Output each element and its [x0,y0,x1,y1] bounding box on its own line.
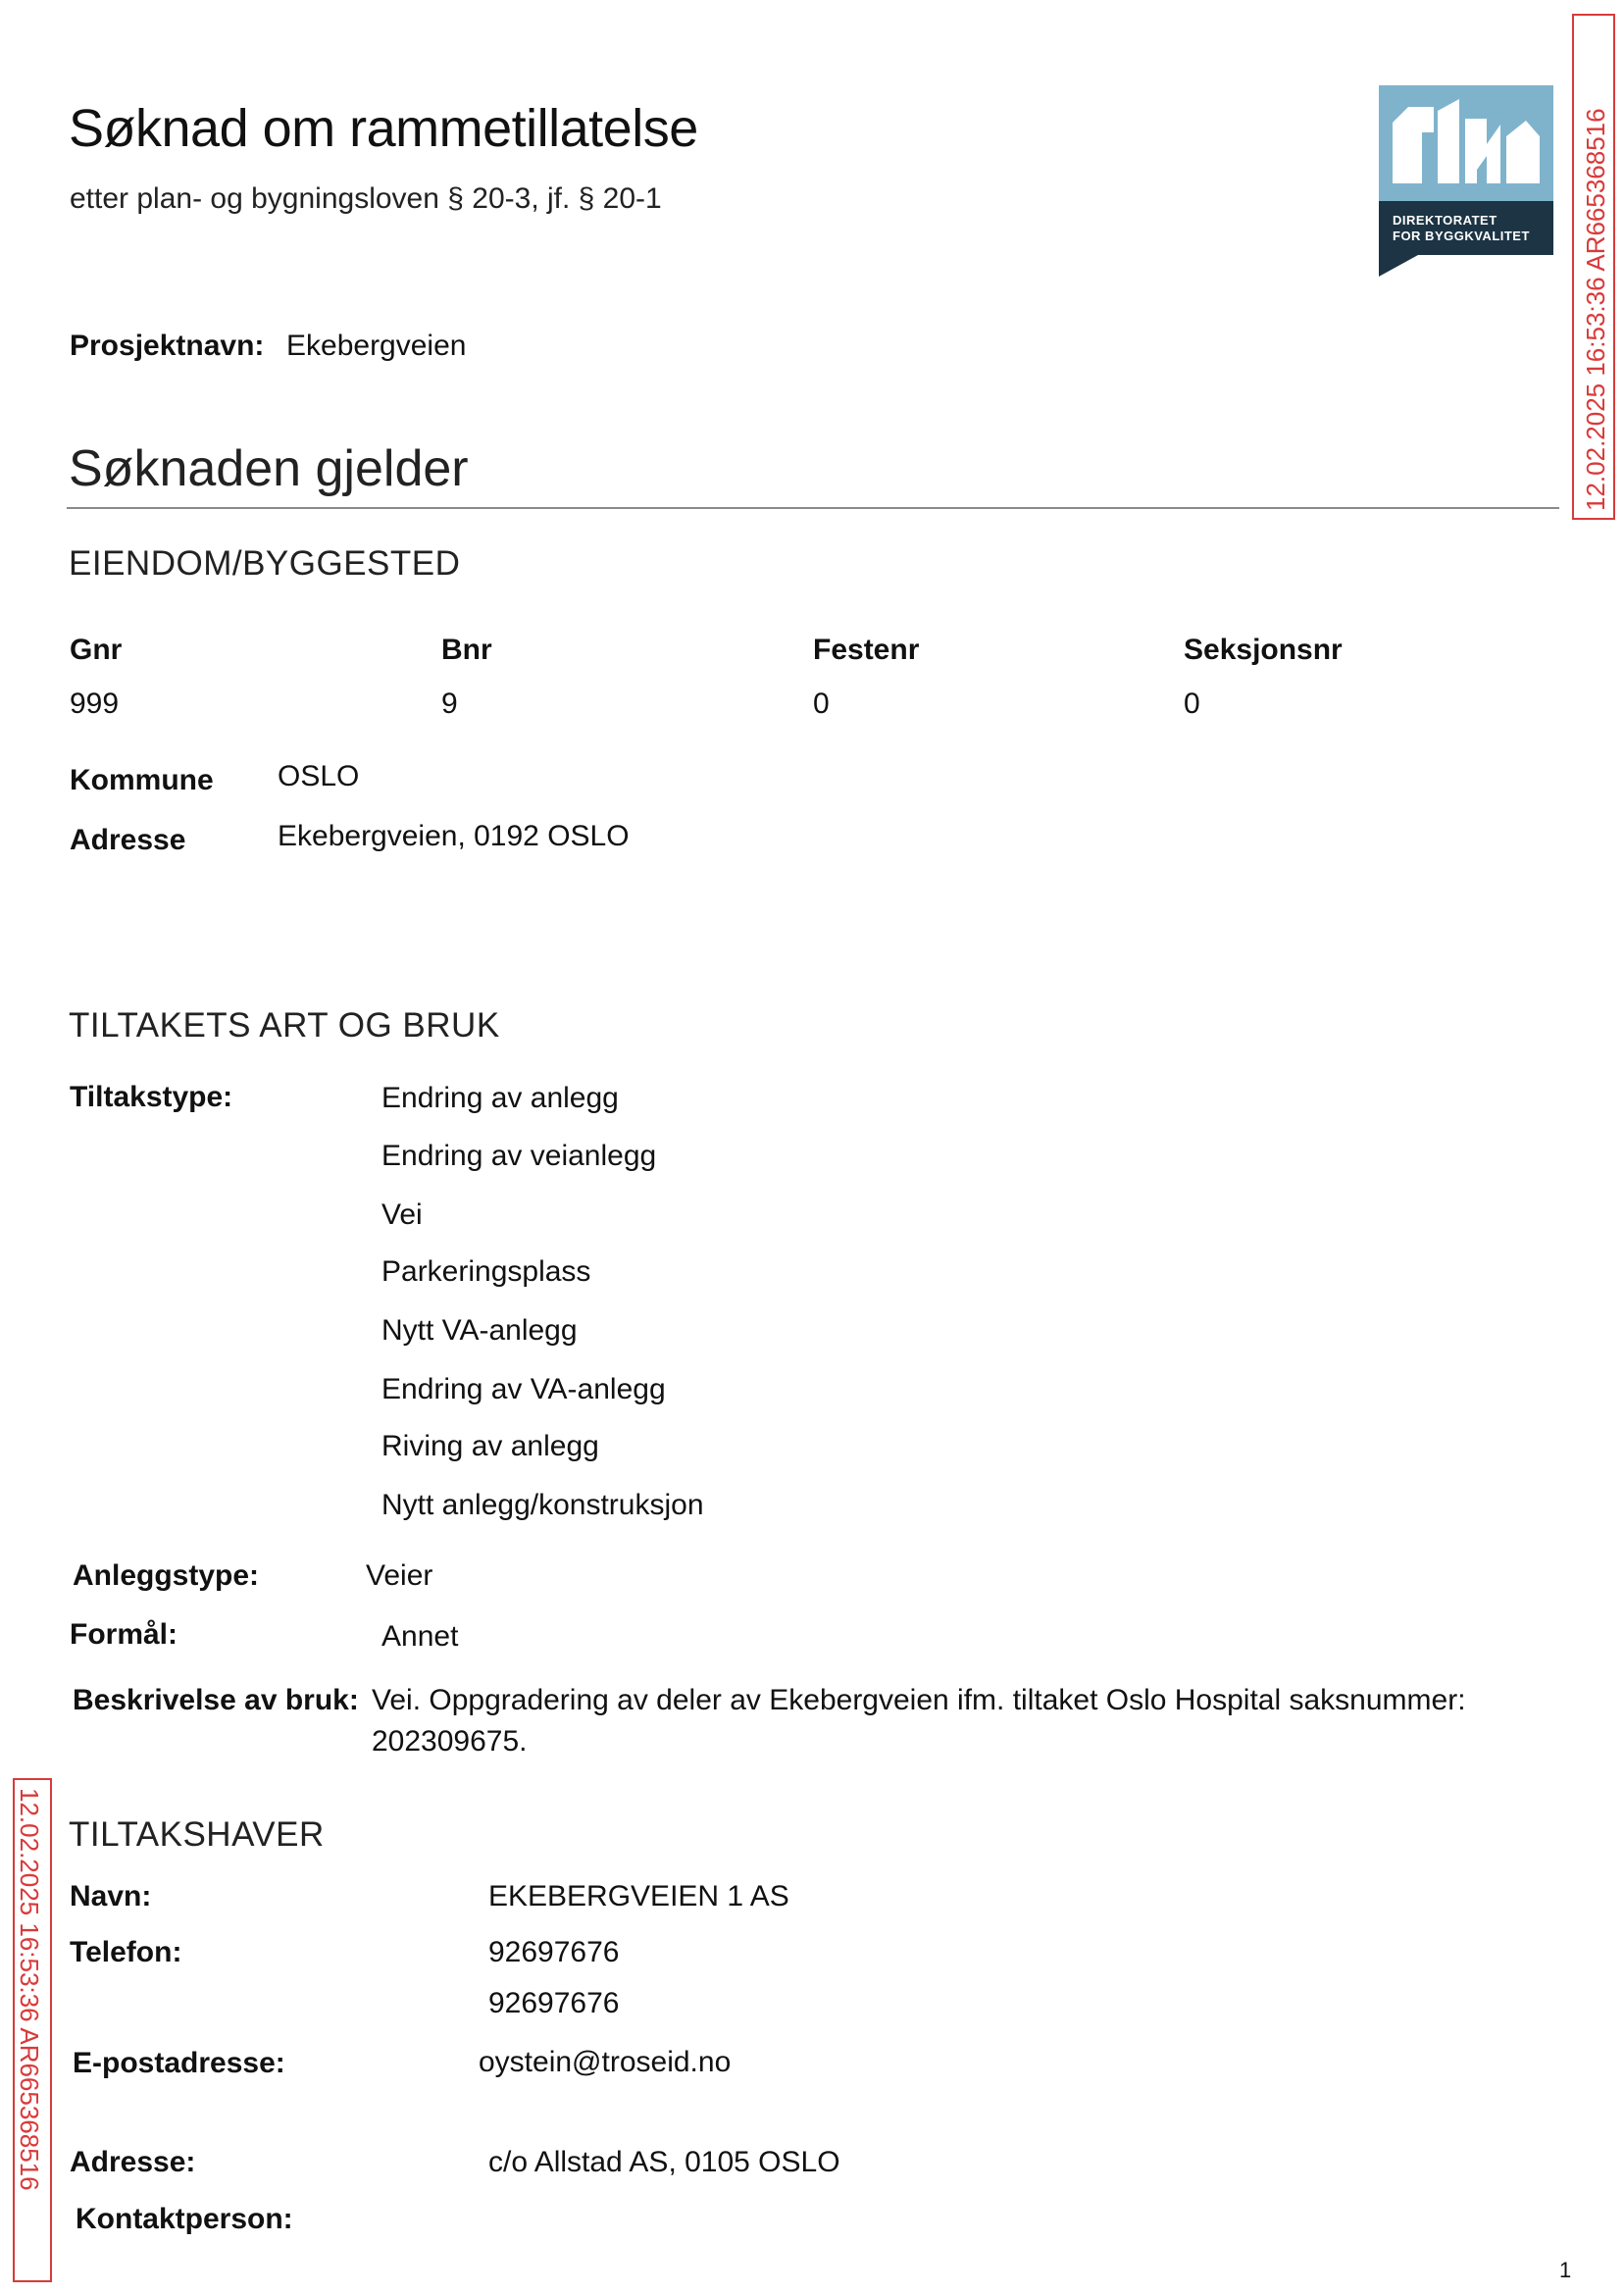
tiltakstype-item: Parkeringsplass [381,1255,591,1288]
beskrivelse-line-2: 202309675. [372,1725,528,1758]
formal-label: Formål: [70,1618,178,1651]
beskrivelse-label: Beskrivelse av bruk: [73,1684,359,1716]
bnr-value: 9 [441,688,458,720]
bnr-header: Bnr [441,634,492,666]
logo-line-2: FOR BYGGKVALITET [1393,229,1530,243]
owner-email-value: oystein@troseid.no [479,2046,732,2078]
adresse-label: Adresse [70,824,186,856]
anleggstype-value: Veier [366,1559,433,1592]
owner-phone-value: 92697676 [488,1987,620,2019]
tiltakstype-item: Vei [381,1198,423,1231]
tiltakstype-label: Tiltakstype: [70,1081,233,1113]
page-number: 1 [1559,2258,1572,2282]
owner-heading: TILTAKSHAVER [69,1815,325,1854]
tiltakstype-item: Nytt VA-anlegg [381,1314,578,1347]
measure-heading: TILTAKETS ART OG BRUK [69,1006,500,1045]
kommune-value: OSLO [278,760,360,792]
section-divider [67,507,1559,509]
owner-address-value: c/o Allstad AS, 0105 OSLO [488,2146,840,2178]
formal-value: Annet [381,1620,459,1653]
logo-line-1: DIREKTORATET [1393,213,1497,228]
owner-address-label: Adresse: [70,2146,196,2178]
owner-name-value: EKEBERGVEIEN 1 AS [488,1880,789,1912]
logo-text-band [1379,201,1553,255]
logo-tab [1379,255,1418,277]
building-icon [1379,85,1553,201]
tiltakstype-item: Nytt anlegg/konstruksjon [381,1489,704,1521]
top-right-stamp-text: 12.02.2025 16:53:36 AR665368516 [1581,108,1610,511]
tiltakstype-item: Endring av anlegg [381,1082,619,1114]
owner-name-label: Navn: [70,1880,152,1912]
festenr-value: 0 [813,688,830,720]
seksjonsnr-header: Seksjonsnr [1184,634,1343,666]
anleggstype-label: Anleggstype: [73,1559,260,1592]
gnr-header: Gnr [70,634,123,666]
logo-emblem [1379,85,1553,201]
festenr-header: Festenr [813,634,920,666]
owner-phone-label: Telefon: [70,1936,182,1968]
document-subtitle: etter plan- og bygningsloven § 20-3, jf. § 20-1 [70,182,662,215]
tiltakstype-item: Endring av veianlegg [381,1140,657,1172]
owner-email-label: E-postadresse: [73,2047,285,2079]
dibk-logo [1379,85,1553,277]
seksjonsnr-value: 0 [1184,688,1200,720]
adresse-value: Ekebergveien, 0192 OSLO [278,820,630,852]
document-title: Søknad om rammetillatelse [69,99,698,158]
tiltakstype-item: Riving av anlegg [381,1430,599,1462]
left-stamp-text: 12.02.2025 16:53:36 AR665368516 [15,1788,44,2191]
kommune-label: Kommune [70,764,214,796]
beskrivelse-line-1: Vei. Oppgradering av deler av Ekebergveien ifm. tiltaket Oslo Hospital saksnummer: [372,1684,1466,1716]
gnr-value: 999 [70,688,120,720]
left-stamp [13,1778,52,2282]
contact-person-label: Kontaktperson: [76,2203,293,2235]
top-right-stamp [1572,14,1615,520]
project-name-value: Ekebergveien [286,330,467,362]
section-title: Søknaden gjelder [69,440,469,497]
owner-phone-value: 92697676 [488,1936,620,1968]
property-heading: EIENDOM/BYGGESTED [69,544,461,583]
project-name-label: Prosjektnavn: [70,330,265,362]
tiltakstype-item: Endring av VA-anlegg [381,1373,666,1405]
